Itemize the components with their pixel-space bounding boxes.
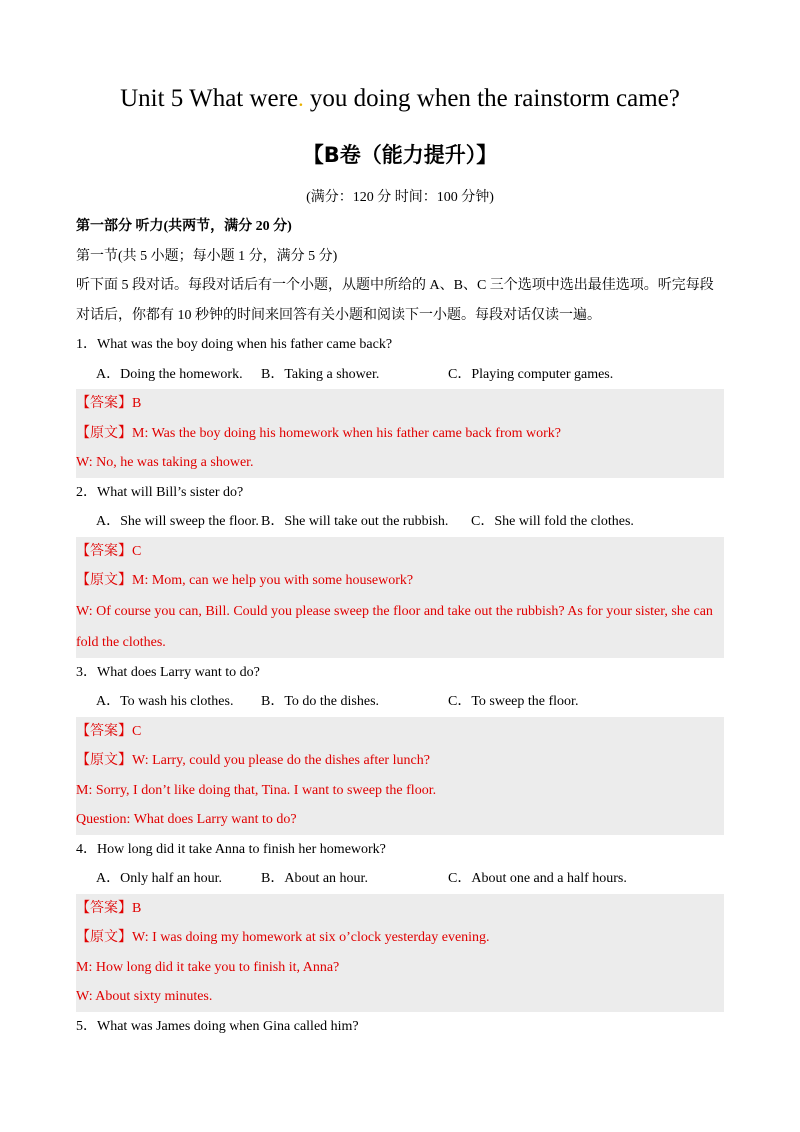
transcript-line (76, 923, 724, 953)
transcript-label: 【原文】 (76, 573, 132, 588)
transcript-line: W: Of course you can, Bill. Could you please sweep the floor and take out the rubbish? As for your sister, she can fold the clothes. (76, 603, 713, 650)
answer-value: B (132, 900, 142, 916)
option-a: A．Only half an hour. (96, 871, 222, 886)
score-time-info: (满分：120 分 时间：100 分钟) (306, 190, 494, 205)
paper-subtitle: 【B卷（能力提升）】 (302, 143, 498, 167)
transcript-label: 【原文】 (76, 753, 132, 768)
question-options (76, 864, 724, 894)
exam-content (76, 212, 724, 1041)
transcript-text: M: Mom, can we help you with some housework? (132, 573, 414, 588)
option-a: A．Doing the homework. (96, 366, 243, 382)
question-stem: 2．What will Bill’s sister do? (76, 484, 244, 500)
question-options (76, 507, 724, 537)
answer-value: C (132, 723, 142, 739)
transcript-line: W: No, he was taking a shower. (76, 455, 254, 470)
question-1 (76, 330, 724, 389)
question-4 (76, 835, 724, 894)
title-part-1: Unit 5 What were (120, 85, 299, 112)
answer-box-3 (76, 717, 724, 835)
question-2 (76, 478, 724, 537)
title-mark: . (298, 86, 304, 111)
answer-box-2 (76, 537, 724, 658)
option-b: B．To do the dishes. (261, 694, 380, 709)
answer-label: 【答案】 (76, 723, 132, 739)
transcript-text: W: I was doing my homework at six o’clock yesterday evening. (132, 930, 490, 945)
question-options (76, 687, 724, 717)
option-c: C．Playing computer games. (448, 366, 614, 382)
question-stem: 5．What was James doing when Gina called him? (76, 1018, 359, 1034)
answer-box-4 (76, 894, 724, 1012)
transcript-line (76, 746, 724, 776)
section-heading: 第一节(共 5 小题；每小题 1 分，满分 5 分) (76, 248, 338, 264)
answer-label: 【答案】 (76, 543, 132, 559)
option-b: B．She will take out the rubbish. (261, 514, 449, 529)
question-stem: 1．What was the boy doing when his father came back? (76, 337, 393, 352)
transcript-line: Question: What does Larry want to do? (76, 812, 297, 827)
answer-line (76, 537, 724, 567)
answer-line (76, 389, 724, 419)
question-stem: 4．How long did it take Anna to finish her homework? (76, 841, 386, 857)
answer-value: C (132, 543, 142, 559)
transcript-line (76, 419, 724, 449)
transcript-line: M: How long did it take you to finish it, Anna? (76, 959, 340, 975)
answer-line (76, 717, 724, 747)
title-part-2: you doing when the rainstorm came? (303, 85, 680, 112)
transcript-line (76, 566, 724, 596)
answer-line (76, 894, 724, 924)
question-options (76, 360, 724, 390)
question-stem: 3．What does Larry want to do? (76, 664, 260, 680)
instructions: 听下面 5 段对话。每段对话后有一个小题，从题中所给的 A、B、C 三个选项中选出最佳选项。听完每段对话后，你都有 10 秒钟的时间来回答有关小题和阅读下一小题。每段对话仅读一遍。 (76, 278, 714, 323)
option-b: B．About an hour. (261, 871, 368, 886)
transcript-label: 【原文】 (76, 425, 132, 441)
question-5 (76, 1012, 724, 1042)
page-title (0, 82, 800, 116)
transcript-label: 【原文】 (76, 930, 132, 945)
transcript-text: W: Larry, could you please do the dishes after lunch? (132, 753, 430, 768)
part-heading: 第一部分 听力(共两节，满分 20 分) (76, 219, 292, 234)
option-a: A．She will sweep the floor. (96, 514, 259, 529)
transcript-line: W: About sixty minutes. (76, 989, 213, 1004)
answer-box-1 (76, 389, 724, 478)
answer-value: B (132, 396, 142, 411)
question-3 (76, 658, 724, 717)
answer-label: 【答案】 (76, 396, 132, 411)
option-c: C．She will fold the clothes. (471, 514, 634, 529)
option-a: A．To wash his clothes. (96, 694, 234, 709)
option-c: C．To sweep the floor. (448, 694, 579, 709)
option-b: B．Taking a shower. (261, 366, 380, 382)
option-c: C．About one and a half hours. (448, 871, 627, 886)
transcript-line: M: Sorry, I don’t like doing that, Tina. I want to sweep the floor. (76, 782, 437, 798)
transcript-text: M: Was the boy doing his homework when his father came back from work? (132, 425, 562, 441)
answer-label: 【答案】 (76, 900, 132, 916)
